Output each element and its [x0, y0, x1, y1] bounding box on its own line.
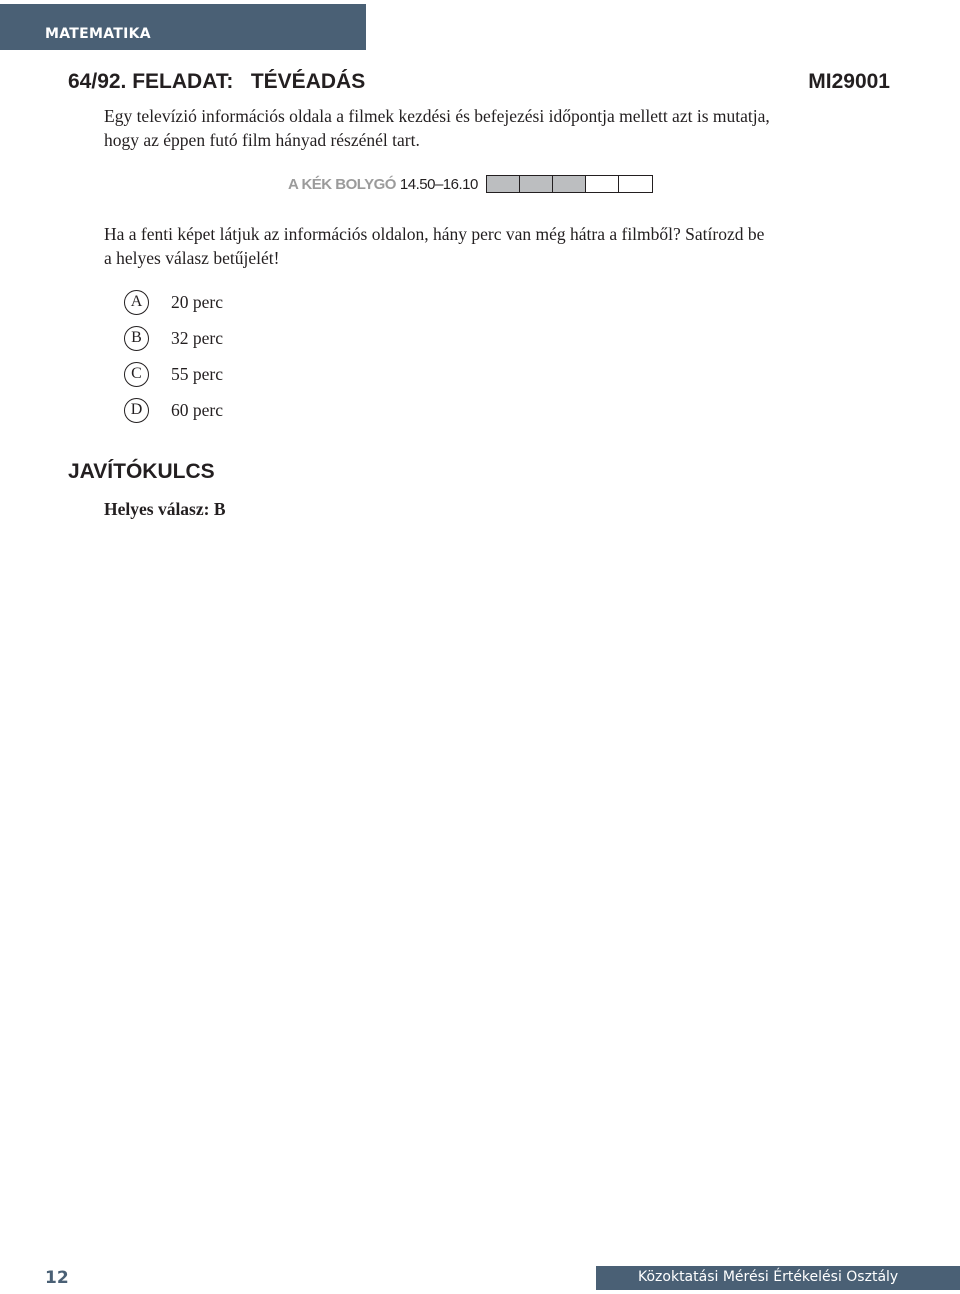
intro-line-2: hogy az éppen futó film hányad részénél tart. — [104, 130, 420, 150]
correct-answer: Helyes válasz: B — [104, 499, 226, 519]
task-number: 64/92. FELADAT: — [68, 70, 234, 93]
progress-segment-filled — [553, 176, 586, 192]
option-d-letter[interactable]: D — [124, 398, 149, 423]
option-c-text: 55 perc — [171, 363, 223, 384]
task-heading — [68, 70, 365, 94]
option-d[interactable] — [124, 396, 223, 424]
section-header — [0, 4, 366, 50]
tv-progress-bar — [486, 175, 653, 193]
option-a-letter[interactable]: A — [124, 290, 149, 315]
tv-program-title: A KÉK BOLYGÓ — [288, 175, 396, 193]
progress-segment-filled — [520, 176, 553, 192]
progress-segment-filled — [487, 176, 520, 192]
progress-segment-empty — [619, 176, 652, 192]
section-title: MATEMATIKA — [45, 26, 151, 42]
option-a-text: 20 perc — [171, 291, 223, 312]
tv-program-time: 14.50–16.10 — [399, 175, 478, 193]
option-c-letter[interactable]: C — [124, 362, 149, 387]
progress-segment-empty — [586, 176, 619, 192]
intro-line-1: Egy televízió információs oldala a filmek kezdési és befejezési időpontja mellett azt is mutatja, — [104, 106, 770, 126]
option-b-text: 32 perc — [171, 327, 223, 348]
question-line-1: Ha a fenti képet látjuk az információs oldalon, hány perc van még hátra a filmből? Satírozd be — [104, 224, 765, 244]
footer-organization: Közoktatási Mérési Értékelési Osztály — [638, 1269, 899, 1285]
task-question — [104, 222, 844, 270]
footer-bar — [596, 1266, 960, 1290]
tv-info-bar — [288, 173, 653, 195]
task-code: MI29001 — [808, 70, 890, 93]
option-c[interactable] — [124, 360, 223, 388]
page-number: 12 — [45, 1268, 69, 1288]
option-a[interactable] — [124, 288, 223, 316]
task-intro — [104, 104, 844, 152]
question-line-2: a helyes válasz betűjelét! — [104, 248, 280, 268]
answer-key-title: JAVÍTÓKULCS — [68, 460, 215, 483]
option-b-letter[interactable]: B — [124, 326, 149, 351]
option-d-text: 60 perc — [171, 399, 223, 420]
task-title: TÉVÉADÁS — [250, 70, 366, 93]
option-b[interactable] — [124, 324, 223, 352]
